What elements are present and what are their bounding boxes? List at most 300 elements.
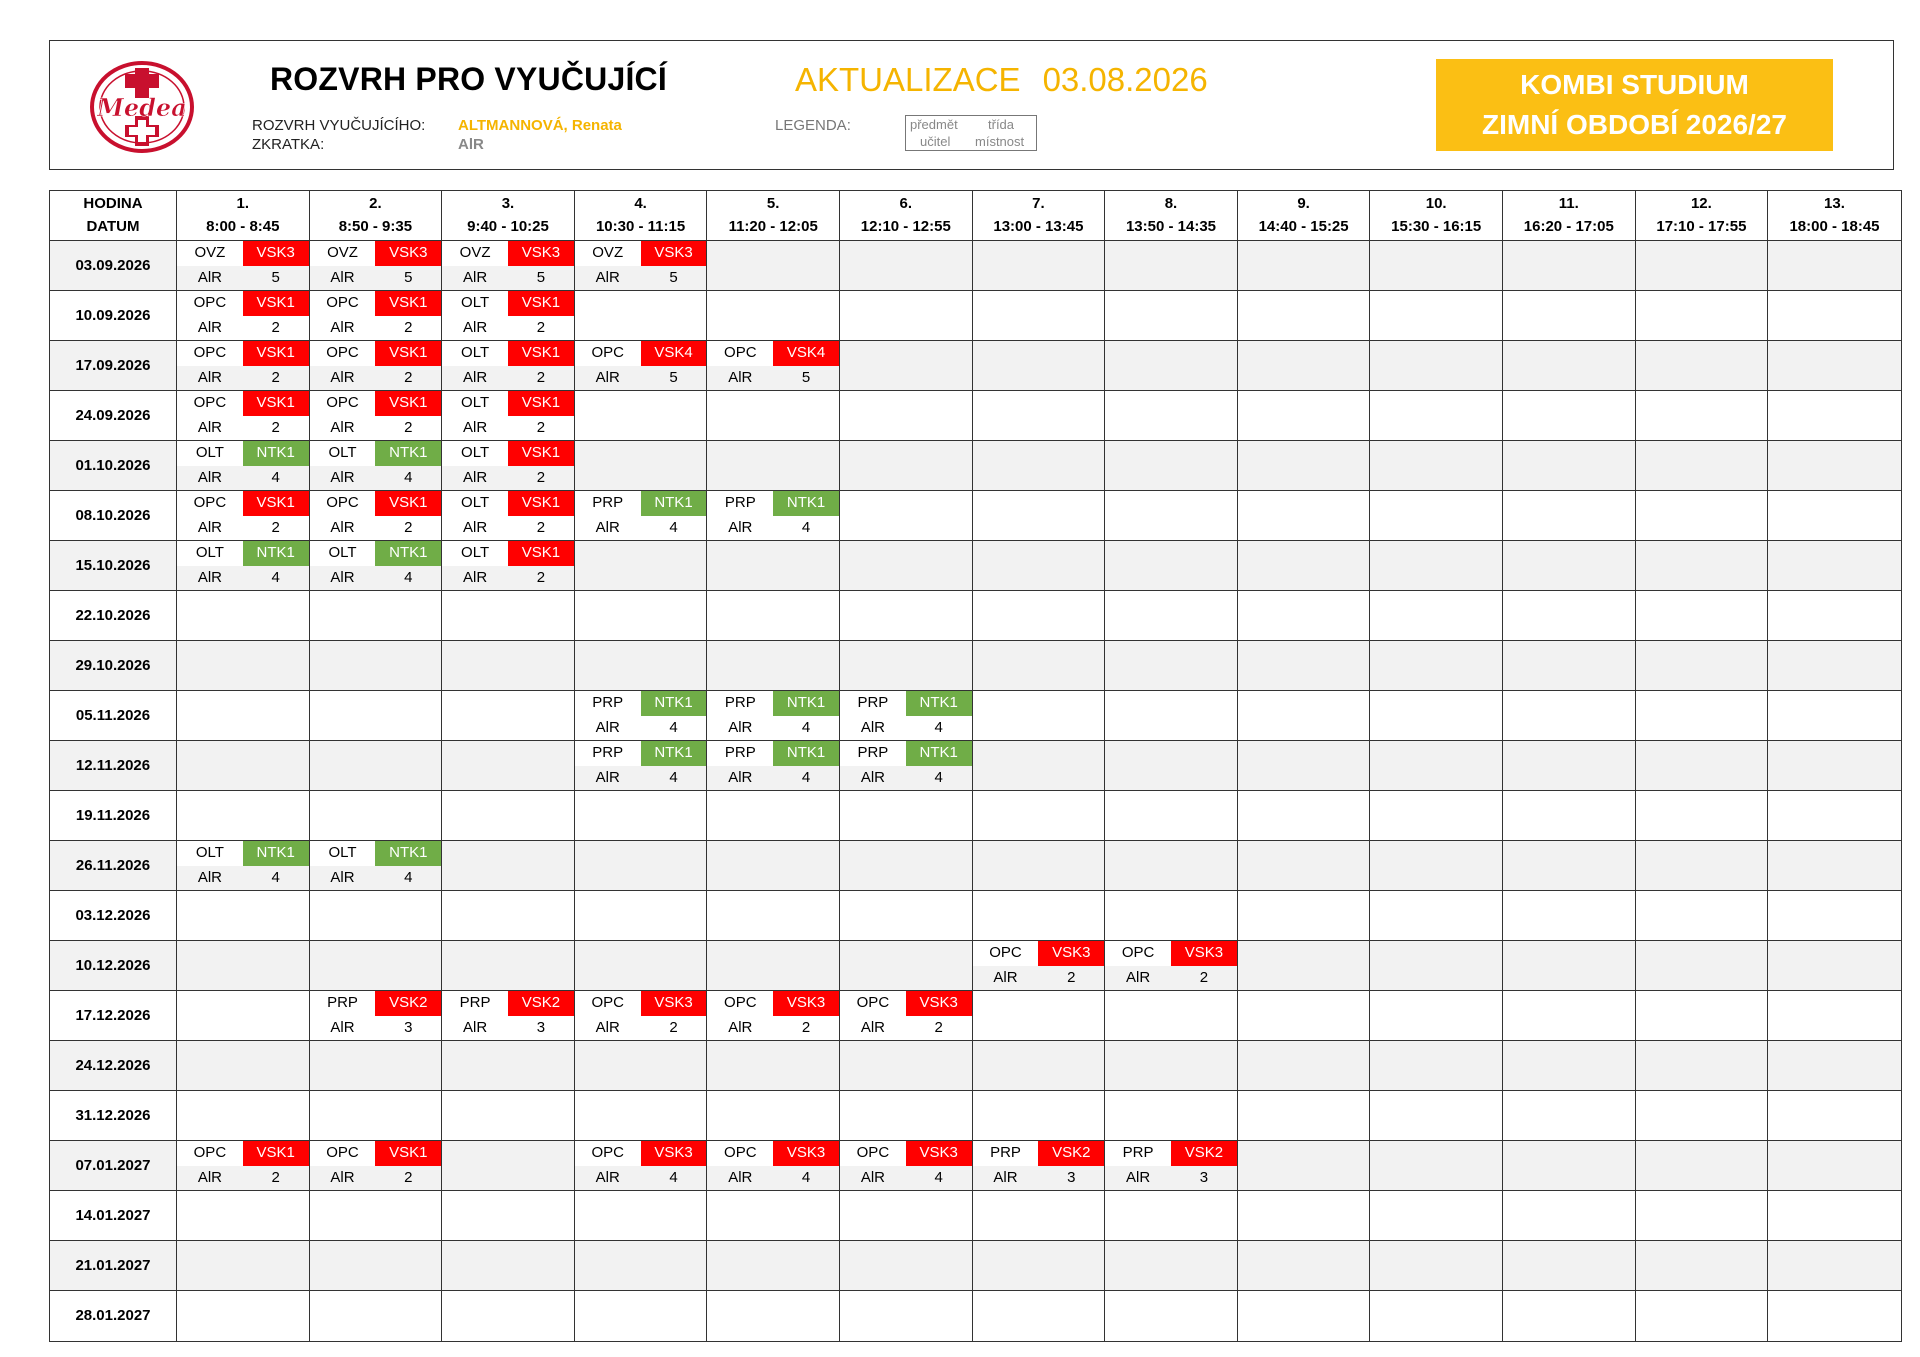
lesson-room: 4 [669, 1169, 678, 1186]
lesson-cell [310, 991, 443, 1040]
lesson-room: 4 [801, 519, 811, 536]
lesson-class: VSK1 [375, 391, 441, 416]
lesson-cell [1503, 591, 1636, 640]
lesson-cell [310, 791, 443, 840]
period-number: 2. [369, 195, 382, 212]
lesson-cell [1503, 1041, 1636, 1090]
lesson-cell [973, 691, 1106, 740]
lesson-cell [575, 341, 708, 390]
lesson-cell [1503, 991, 1636, 1040]
lesson-teacher: AlR [595, 369, 620, 386]
lesson-cell [177, 791, 310, 840]
lesson-cell [707, 691, 840, 740]
lesson-cell [1238, 1291, 1371, 1341]
lesson-cell [575, 1191, 708, 1240]
lesson-cell [442, 841, 575, 890]
lesson-cell [1636, 291, 1769, 340]
lesson-cell [1238, 1191, 1371, 1240]
lesson-cell [442, 1091, 575, 1140]
lesson-subject: OVZ [177, 241, 243, 266]
lesson-cell [1238, 641, 1371, 690]
lesson-subject: OPC [1105, 941, 1171, 966]
lesson-cell [177, 841, 310, 890]
lesson-cell [1636, 491, 1769, 540]
lesson-cell [973, 841, 1106, 890]
update-date: 03.08.2026 [1042, 61, 1208, 98]
lesson-subject: PRP [707, 741, 773, 766]
lesson-cell [310, 291, 443, 340]
lesson-cell [1768, 341, 1901, 390]
lesson-cell [177, 1141, 310, 1190]
lesson-room: 2 [536, 369, 546, 386]
lesson-cell [973, 941, 1106, 990]
lesson-cell [973, 441, 1106, 490]
lesson-cell [1503, 291, 1636, 340]
lesson-subject: OPC [177, 391, 243, 416]
lesson-cell [1105, 491, 1238, 540]
lesson-class: NTK1 [243, 541, 309, 566]
period-header [1768, 191, 1901, 241]
lesson-room: 4 [404, 869, 413, 886]
lesson-teacher: AlR [1126, 969, 1151, 986]
lesson-cell [1238, 491, 1371, 540]
lesson-cell [707, 891, 840, 940]
teacher-label: ROZVRH VYUČUJÍCÍHO: [252, 117, 426, 134]
lesson-cell [1636, 591, 1769, 640]
lesson-cell [840, 1241, 973, 1290]
lesson-room: 2 [404, 1169, 413, 1186]
lesson-cell [1370, 1291, 1503, 1341]
lesson-cell [575, 491, 708, 540]
period-time: 18:00 - 18:45 [1789, 218, 1880, 235]
period-time: 15:30 - 16:15 [1391, 218, 1482, 235]
lesson-class: VSK2 [508, 991, 574, 1016]
lesson-cell [575, 1091, 708, 1140]
lesson-cell [1768, 741, 1901, 790]
lesson-teacher: AlR [197, 369, 222, 386]
lesson-cell [1105, 991, 1238, 1040]
lesson-cell [707, 241, 840, 290]
lesson-cell [177, 1041, 310, 1090]
lesson-subject: PRP [840, 691, 906, 716]
lesson-room: 2 [404, 369, 413, 386]
lesson-teacher: AlR [860, 769, 885, 786]
legend-teacher: učitel [920, 134, 951, 149]
row-date: 10.09.2026 [50, 291, 177, 340]
lesson-class: NTK1 [375, 441, 441, 466]
lesson-teacher: AlR [1126, 1169, 1151, 1186]
lesson-teacher: AlR [595, 269, 620, 286]
lesson-teacher: AlR [728, 769, 753, 786]
lesson-cell [840, 241, 973, 290]
row-date: 14.01.2027 [50, 1191, 177, 1240]
lesson-cell [1238, 841, 1371, 890]
table-row [50, 591, 1901, 641]
table-row [50, 791, 1901, 841]
lesson-cell [1503, 691, 1636, 740]
lesson-cell [840, 541, 973, 590]
lesson-cell [707, 991, 840, 1040]
lesson-class: VSK3 [1038, 941, 1104, 966]
lesson-room: 2 [271, 519, 280, 536]
lesson-cell [1370, 391, 1503, 440]
lesson-cell [1105, 591, 1238, 640]
lesson-cell [177, 741, 310, 790]
lesson-cell [1105, 1091, 1238, 1140]
lesson-cell [1503, 241, 1636, 290]
lesson-subject: OVZ [310, 241, 376, 266]
lesson-teacher: AlR [463, 269, 488, 286]
lesson-room: 2 [536, 469, 546, 486]
lesson-cell [310, 1041, 443, 1090]
lesson-cell [442, 291, 575, 340]
lesson-cell [1503, 541, 1636, 590]
table-row [50, 891, 1901, 941]
lesson-subject: OPC [973, 941, 1039, 966]
lesson-cell [575, 991, 708, 1040]
row-date: 03.12.2026 [50, 891, 177, 940]
lesson-cell [840, 1191, 973, 1240]
lesson-cell [1636, 1141, 1769, 1190]
lesson-room: 4 [271, 869, 280, 886]
lesson-cell [177, 341, 310, 390]
update-info [795, 61, 1230, 99]
lesson-room: 2 [801, 1019, 811, 1036]
lesson-cell [1503, 1241, 1636, 1290]
lesson-cell [840, 1291, 973, 1341]
lesson-cell [707, 441, 840, 490]
lesson-cell [1370, 991, 1503, 1040]
lesson-cell [1238, 1091, 1371, 1140]
lesson-cell [707, 1191, 840, 1240]
lesson-subject: OLT [177, 441, 243, 466]
lesson-room: 4 [669, 769, 678, 786]
lesson-cell [1636, 1191, 1769, 1240]
table-row [50, 291, 1901, 341]
lesson-teacher: AlR [728, 519, 753, 536]
lesson-subject: OLT [442, 541, 508, 566]
lesson-subject: OPC [177, 341, 243, 366]
lesson-class: VSK1 [508, 391, 574, 416]
lesson-room: 3 [1067, 1169, 1076, 1186]
lesson-class: VSK1 [508, 341, 574, 366]
lesson-cell [442, 941, 575, 990]
lesson-cell [1370, 1091, 1503, 1140]
lesson-room: 3 [1199, 1169, 1209, 1186]
lesson-cell [310, 491, 443, 540]
lesson-cell [1503, 841, 1636, 890]
lesson-room: 2 [536, 419, 546, 436]
lesson-cell [1238, 1241, 1371, 1290]
lesson-cell [1636, 991, 1769, 1040]
lesson-teacher: AlR [463, 469, 488, 486]
lesson-teacher: AlR [463, 319, 488, 336]
lesson-teacher: AlR [860, 1169, 885, 1186]
lesson-cell [442, 591, 575, 640]
lesson-room: 5 [669, 269, 678, 286]
lesson-cell [575, 691, 708, 740]
lesson-cell [1370, 241, 1503, 290]
period-number: 7. [1032, 195, 1045, 212]
row-date: 31.12.2026 [50, 1091, 177, 1140]
lesson-cell [973, 791, 1106, 840]
lesson-room: 2 [271, 369, 280, 386]
lesson-cell [310, 341, 443, 390]
period-number: 12. [1690, 195, 1712, 212]
lesson-cell [1238, 741, 1371, 790]
lesson-cell [1636, 241, 1769, 290]
lesson-cell [1238, 391, 1371, 440]
lesson-cell [1636, 841, 1769, 890]
lesson-cell [1370, 541, 1503, 590]
lesson-cell [1370, 741, 1503, 790]
period-number: 5. [766, 195, 780, 212]
lesson-cell [575, 541, 708, 590]
lesson-cell [310, 441, 443, 490]
table-row [50, 1291, 1901, 1341]
lesson-cell [1768, 1291, 1901, 1341]
lesson-cell [1636, 791, 1769, 840]
lesson-cell [442, 741, 575, 790]
lesson-cell [310, 241, 443, 290]
lesson-cell [442, 791, 575, 840]
lesson-cell [177, 241, 310, 290]
lesson-subject: OPC [177, 491, 243, 516]
lesson-cell [442, 691, 575, 740]
lesson-cell [310, 1291, 443, 1341]
lesson-cell [707, 1291, 840, 1341]
period-header [442, 191, 575, 241]
period-time: 11:20 - 12:05 [728, 218, 818, 235]
lesson-teacher: AlR [197, 269, 222, 286]
lesson-room: 2 [536, 569, 546, 586]
lesson-cell [973, 1241, 1106, 1290]
lesson-cell [1238, 941, 1371, 990]
lesson-cell [442, 641, 575, 690]
lesson-subject: OPC [840, 991, 906, 1016]
lesson-cell [840, 991, 973, 1040]
lesson-cell [1503, 341, 1636, 390]
lesson-subject: PRP [575, 691, 641, 716]
period-time: 8:00 - 8:45 [206, 218, 280, 235]
lesson-cell [1105, 691, 1238, 740]
program-line1: KOMBI STUDIUM [1520, 69, 1749, 100]
lesson-cell [1238, 691, 1371, 740]
lesson-subject: PRP [707, 491, 773, 516]
lesson-teacher: AlR [197, 869, 222, 886]
lesson-cell [310, 891, 443, 940]
lesson-teacher: AlR [330, 1019, 355, 1036]
lesson-cell [310, 391, 443, 440]
period-number: 6. [899, 195, 913, 212]
lesson-cell [442, 891, 575, 940]
lesson-subject: PRP [575, 741, 641, 766]
medea-logo-icon [89, 60, 195, 154]
lesson-room: 2 [1199, 969, 1209, 986]
lesson-cell [1370, 1141, 1503, 1190]
lesson-class: VSK3 [641, 991, 707, 1016]
lesson-cell [707, 1091, 840, 1140]
period-number: 13. [1824, 195, 1845, 212]
lesson-class: VSK1 [375, 1141, 441, 1166]
lesson-subject: OLT [177, 541, 243, 566]
lesson-cell [1370, 1241, 1503, 1290]
period-time: 17:10 - 17:55 [1656, 218, 1747, 235]
table-row [50, 341, 1901, 391]
row-date: 29.10.2026 [50, 641, 177, 690]
lesson-cell [840, 891, 973, 940]
lesson-room: 2 [271, 419, 280, 436]
lesson-subject: OLT [310, 541, 376, 566]
lesson-subject: OLT [442, 441, 508, 466]
lesson-room: 5 [271, 269, 280, 286]
lesson-cell [1105, 741, 1238, 790]
lesson-class: VSK1 [243, 391, 309, 416]
lesson-room: 5 [669, 369, 678, 386]
lesson-class: VSK1 [375, 491, 441, 516]
lesson-cell [1238, 291, 1371, 340]
lesson-room: 2 [934, 1019, 943, 1036]
lesson-cell [707, 841, 840, 890]
lesson-teacher: AlR [330, 469, 355, 486]
lesson-cell [840, 791, 973, 840]
teacher-name: ALTMANNOVÁ, Renata [458, 117, 622, 134]
lesson-cell [1238, 341, 1371, 390]
lesson-cell [1503, 1141, 1636, 1190]
lesson-subject: OPC [177, 1141, 243, 1166]
lesson-cell [1105, 1041, 1238, 1090]
lesson-teacher: AlR [197, 419, 222, 436]
lesson-cell [575, 741, 708, 790]
lesson-cell [707, 791, 840, 840]
lesson-class: VSK3 [508, 241, 574, 266]
update-label: AKTUALIZACE [795, 61, 1021, 98]
lesson-cell [973, 991, 1106, 1040]
legend-room: místnost [975, 134, 1025, 149]
lesson-subject: OPC [177, 291, 243, 316]
lesson-cell [1105, 291, 1238, 340]
period-time: 9:40 - 10:25 [467, 218, 549, 235]
row-date: 28.01.2027 [50, 1291, 177, 1341]
lesson-cell [707, 741, 840, 790]
row-date: 24.09.2026 [50, 391, 177, 440]
lesson-cell [1636, 641, 1769, 690]
lesson-cell [1105, 1141, 1238, 1190]
lesson-cell [973, 1091, 1106, 1140]
lesson-cell [973, 1291, 1106, 1341]
lesson-teacher: AlR [330, 419, 355, 436]
lesson-cell [1768, 591, 1901, 640]
lesson-cell [442, 441, 575, 490]
row-date: 17.09.2026 [50, 341, 177, 390]
lesson-room: 3 [404, 1019, 413, 1036]
table-row [50, 941, 1901, 991]
lesson-teacher: AlR [330, 1169, 355, 1186]
lesson-cell [840, 341, 973, 390]
lesson-cell [1105, 891, 1238, 940]
lesson-cell [707, 641, 840, 690]
period-header [1370, 191, 1503, 241]
row-date: 17.12.2026 [50, 991, 177, 1040]
lesson-cell [177, 491, 310, 540]
lesson-room: 4 [669, 519, 678, 536]
lesson-subject: PRP [707, 691, 773, 716]
lesson-class: VSK1 [508, 541, 574, 566]
period-number: 11. [1558, 195, 1579, 212]
row-date: 10.12.2026 [50, 941, 177, 990]
lesson-cell [1636, 1091, 1769, 1140]
table-row [50, 841, 1901, 891]
lesson-cell [310, 541, 443, 590]
table-row [50, 491, 1901, 541]
lesson-cell [442, 491, 575, 540]
lesson-cell [1503, 641, 1636, 690]
lesson-cell [1768, 491, 1901, 540]
lesson-cell [707, 491, 840, 540]
lesson-room: 5 [801, 369, 811, 386]
lesson-cell [1503, 391, 1636, 440]
lesson-teacher: AlR [330, 319, 355, 336]
lesson-subject: OPC [575, 341, 641, 366]
lesson-cell [1636, 741, 1769, 790]
lesson-cell [707, 591, 840, 640]
lesson-room: 2 [669, 1019, 678, 1036]
lesson-subject: OPC [575, 1141, 641, 1166]
lesson-cell [840, 691, 973, 740]
lesson-subject: PRP [575, 491, 641, 516]
legend-class: třída [988, 117, 1015, 132]
lesson-subject: PRP [973, 1141, 1039, 1166]
row-date: 12.11.2026 [50, 741, 177, 790]
lesson-subject: OPC [310, 391, 376, 416]
table-row [50, 1141, 1901, 1191]
lesson-teacher: AlR [860, 719, 885, 736]
lesson-teacher: AlR [463, 419, 488, 436]
lesson-cell [1370, 291, 1503, 340]
lesson-teacher: AlR [993, 969, 1018, 986]
lesson-cell [1238, 791, 1371, 840]
lesson-class: VSK3 [243, 241, 309, 266]
lesson-teacher: AlR [595, 1019, 620, 1036]
lesson-cell [1503, 441, 1636, 490]
lesson-cell [1105, 641, 1238, 690]
lesson-cell [1768, 891, 1901, 940]
lesson-subject: OPC [310, 491, 376, 516]
lesson-cell [575, 641, 708, 690]
lesson-cell [973, 391, 1106, 440]
lesson-cell [442, 541, 575, 590]
lesson-cell [1503, 1291, 1636, 1341]
abbr-label: ZKRATKA: [252, 136, 325, 153]
lesson-cell [1768, 441, 1901, 490]
period-number: 3. [501, 195, 515, 212]
lesson-class: VSK3 [641, 1141, 707, 1166]
table-row [50, 1091, 1901, 1141]
row-date: 26.11.2026 [50, 841, 177, 890]
lesson-cell [177, 391, 310, 440]
lesson-cell [177, 941, 310, 990]
period-header [177, 191, 310, 241]
lesson-cell [1503, 891, 1636, 940]
lesson-cell [1503, 791, 1636, 840]
table-row [50, 691, 1901, 741]
lesson-cell [177, 591, 310, 640]
lesson-subject: OLT [442, 491, 508, 516]
lesson-cell [1105, 1241, 1238, 1290]
lesson-room: 2 [1067, 969, 1076, 986]
lesson-teacher: AlR [330, 519, 355, 536]
lesson-class: VSK2 [375, 991, 441, 1016]
